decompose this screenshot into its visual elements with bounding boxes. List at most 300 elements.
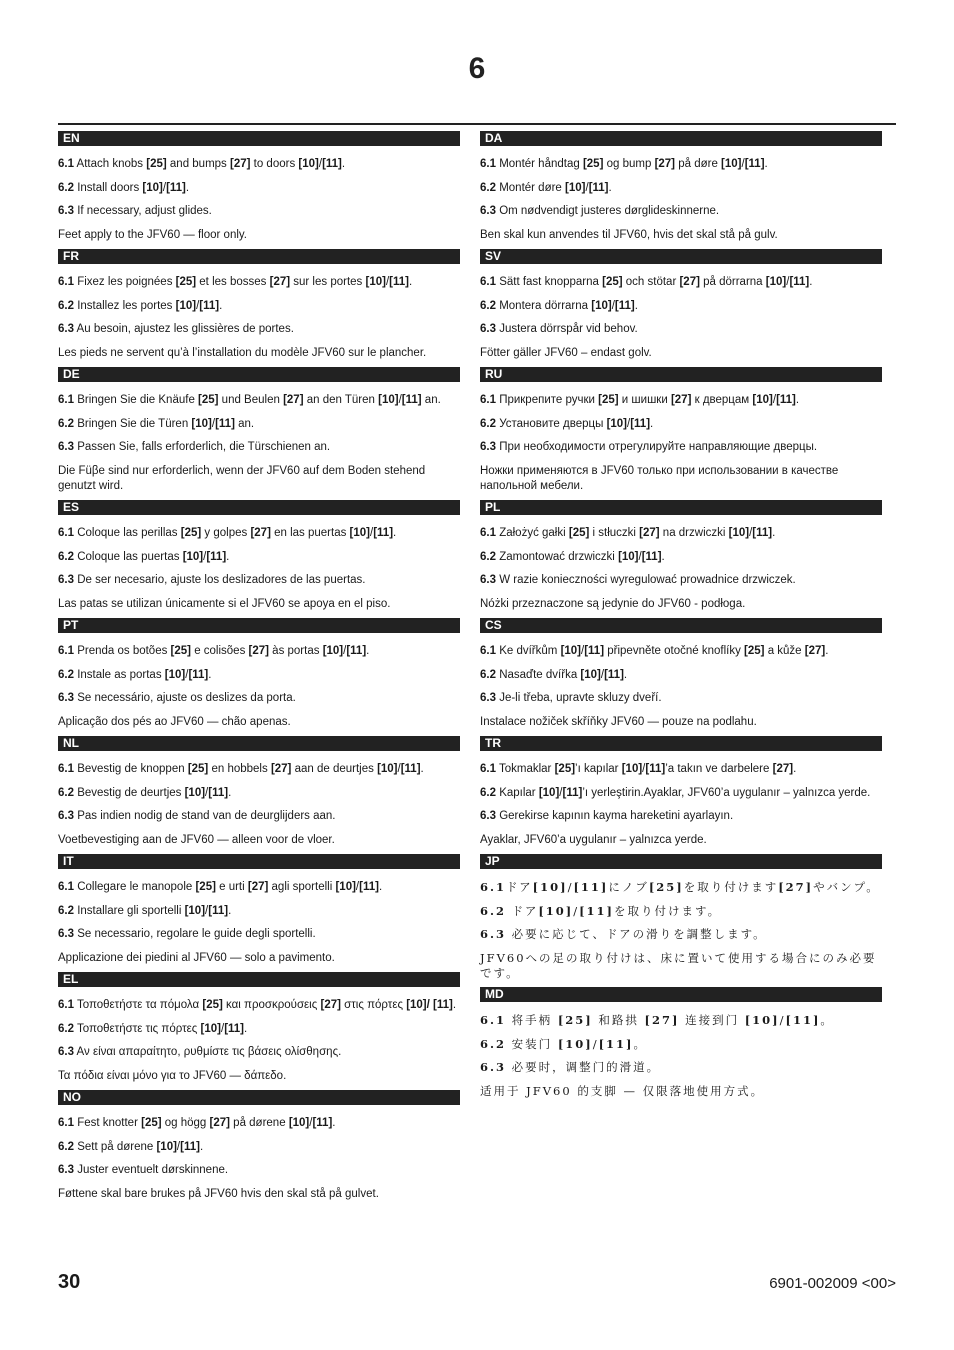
text: Ayaklar, JFV60’a uygulanır – yalnızca yerde. [480, 833, 707, 846]
bold-text: [10] [538, 903, 574, 918]
bold-text: 6.2 [480, 786, 496, 799]
instruction-step [58, 644, 460, 659]
language-header: DA [480, 131, 882, 146]
bold-text: [25] [568, 527, 590, 539]
instruction-step [58, 526, 460, 541]
language-section-jp [480, 854, 882, 981]
text: Je-li třeba, upravte skluzy dveří. [496, 692, 662, 704]
instruction-step [480, 550, 882, 565]
instruction-note [480, 1084, 882, 1099]
bold-text: [10] [298, 158, 319, 170]
bold-text: [27] [679, 276, 700, 288]
instruction-note [58, 951, 460, 966]
instruction-step [58, 573, 460, 588]
text: 。 [820, 1013, 834, 1027]
bold-text: 6.1 [480, 158, 496, 170]
text: 必要に応じて、ドアの滑りを調整します。 [506, 927, 767, 941]
text: / [355, 881, 360, 893]
text: Прикрепите ручки [496, 394, 599, 406]
instruction-step [480, 762, 882, 777]
text: . [366, 645, 370, 657]
bold-text: [10] [728, 527, 750, 539]
instruction-note [58, 597, 460, 612]
bold-text: 6.2 [58, 668, 74, 681]
instruction-step [58, 299, 460, 314]
language-section-cs [480, 618, 882, 730]
bold-text: 6.2 [58, 417, 74, 430]
text: . [199, 1140, 204, 1153]
bold-text: [11] [752, 527, 773, 539]
language-header: SV [480, 249, 882, 264]
text: Nasaďte dvířka [496, 668, 581, 681]
language-section-it [58, 854, 460, 966]
text: / [611, 299, 615, 312]
text: Les pieds ne servent qu’à l’installation du modèle JFV60 sur le plancher. [58, 346, 427, 359]
bold-text: [10]/ [406, 999, 430, 1011]
bold-text: 6.3 [480, 810, 496, 822]
bold-text: [10] [378, 394, 399, 406]
language-section-tr [480, 736, 882, 848]
text: / [581, 645, 585, 657]
bold-text: [27] [230, 158, 251, 170]
bold-text: 6.2 [58, 181, 74, 194]
instruction-step [58, 157, 460, 172]
text: ドア [506, 880, 533, 894]
bold-text: 6.2 [480, 668, 496, 681]
instruction-step [58, 322, 460, 337]
text: Justera dörrspår vid behov. [496, 323, 638, 335]
text: Ben skal kun anvendes til JFV60, hvis det skal stå på gulv. [480, 228, 778, 241]
instruction-step [58, 1045, 460, 1060]
instruction-step [480, 393, 882, 408]
text: Τα πόδια είναι μόνο για το JFV60 — δάπεδο. [58, 1069, 287, 1082]
instruction-step [480, 786, 882, 801]
instruction-step [58, 762, 460, 777]
left-column [58, 131, 460, 1208]
language-header: JP [480, 854, 882, 869]
bold-text: 6.3 [58, 1164, 74, 1176]
text: en hobbels [208, 763, 271, 775]
instruction-step [58, 550, 460, 565]
text: やバンプ。 [813, 880, 880, 894]
document-code: 6901-002009 <00> [769, 1275, 896, 1292]
bold-text: [11] [789, 276, 810, 288]
language-section-pl [480, 500, 882, 612]
text: . [378, 881, 383, 893]
text: . [420, 763, 424, 775]
text: . [332, 1117, 336, 1129]
text: Τοποθετήστε τις πόρτες [74, 1022, 201, 1035]
text: Pas indien nodig de stand van de deurglijders aan. [74, 810, 336, 822]
bold-text: [25] [648, 880, 684, 894]
language-section-da [480, 131, 882, 243]
language-header: RU [480, 367, 882, 382]
language-header: NO [58, 1090, 460, 1105]
bold-text: [11] [359, 881, 379, 893]
bold-text: 6.1 [480, 645, 496, 657]
language-section-pt [58, 618, 460, 730]
text: / [205, 904, 209, 917]
bold-text: 6.1 [58, 1117, 74, 1129]
instruction-note [58, 346, 460, 361]
text: . [809, 276, 813, 288]
text: 。 [633, 1036, 647, 1051]
text: Aplicação dos pés ao JFV60 — chão apenas. [58, 715, 291, 728]
text: Applicazione dei piedini al JFV60 — solo a pavimento. [58, 951, 335, 964]
bold-text: [27] [270, 763, 292, 775]
text: to doors [250, 158, 299, 170]
bold-text: [11] [579, 903, 614, 918]
text: / [786, 276, 790, 288]
text: к дверцам [691, 394, 753, 406]
language-header: ES [58, 500, 460, 515]
text: Juster eventuelt dørskinnene. [74, 1164, 229, 1176]
bold-text: [10] [621, 763, 643, 775]
text: sur les portes [290, 276, 366, 288]
bold-text: 6.3 [58, 574, 74, 586]
bold-text: [10] [538, 786, 560, 799]
text: / [185, 668, 189, 681]
bold-text: [27] [644, 1013, 680, 1027]
text: / [559, 786, 563, 799]
text: / [398, 394, 402, 406]
text: / [779, 1013, 786, 1027]
bold-text: 6.1 [58, 645, 74, 657]
text: Se necessario, regolare le guide degli sportelli. [74, 928, 316, 940]
text: Tokmaklar [496, 763, 555, 775]
text: på dørene [229, 1117, 289, 1129]
text: / [749, 527, 753, 539]
instruction-step [480, 526, 882, 541]
instruction-note [58, 228, 460, 243]
text: Montér håndtag [496, 158, 583, 170]
bold-text: [10] [156, 1140, 177, 1153]
text: При необходимости отрегулируйте направляющие дверцы. [496, 441, 818, 453]
bold-text: 6.2 [480, 550, 496, 563]
text: / [772, 394, 777, 406]
instruction-step [480, 275, 882, 290]
language-section-en [58, 131, 460, 243]
text: Zamontować drzwiczki [496, 550, 619, 563]
text: . [208, 668, 212, 681]
text: / [343, 645, 347, 657]
bold-text: [10] [744, 1013, 780, 1027]
bold-text: [25] [602, 276, 623, 288]
text: . [219, 299, 223, 312]
text: Coloque las puertas [74, 550, 183, 563]
bold-text: [11] [604, 668, 624, 681]
text: If necessary, adjust glides. [74, 205, 212, 217]
bold-text: [25] [141, 1117, 162, 1129]
language-header: FR [58, 249, 460, 264]
bold-text: [25] [170, 645, 191, 657]
bold-text: [11] [584, 645, 605, 657]
bold-text: 6.2 [480, 181, 496, 194]
step-number: 6 [468, 52, 486, 85]
text: připevněte otočné knoflíky [604, 645, 745, 657]
bold-text: 6.3 [480, 441, 496, 453]
text: . [825, 645, 829, 657]
text: . [795, 394, 800, 406]
bold-text: [27] [250, 527, 271, 539]
text: / [370, 527, 374, 539]
bold-text: 6.1 [58, 763, 74, 775]
bold-text: [10] [752, 394, 773, 406]
bold-text: [10] [532, 880, 568, 894]
instruction-step [58, 417, 460, 432]
bold-text: 6.3 [58, 205, 74, 217]
bold-text: [11] [776, 394, 796, 406]
bold-text: 6.2 [58, 1140, 74, 1153]
text: 连接到门 [679, 1013, 745, 1027]
bold-text: [11] [312, 1117, 333, 1129]
text: Collegare le manopole [74, 881, 196, 893]
bold-text: 6.1 [58, 881, 74, 893]
text: i stłuczki [589, 527, 640, 539]
bold-text: [11] [641, 550, 662, 563]
bold-text: [11] [389, 276, 409, 288]
text: Om nødvendigt justeres dørglideskinnerne. [496, 205, 720, 217]
instruction-step [480, 440, 882, 455]
bold-text: [11] [346, 645, 367, 657]
language-header: MD [480, 987, 882, 1002]
instruction-step [58, 1163, 460, 1178]
bold-text: [25] [187, 763, 209, 775]
text: ’a takın ve darbelere [665, 763, 773, 775]
bold-text: 6.3 [58, 692, 74, 704]
bold-text: [11] [588, 181, 609, 194]
instruction-note [58, 833, 460, 848]
instruction-note [480, 228, 882, 243]
text: を取り付けます [683, 880, 779, 894]
language-section-el [58, 972, 460, 1084]
text: . [608, 181, 612, 194]
text: agli sportelli [268, 881, 336, 893]
instruction-step [480, 880, 882, 895]
text: / [397, 763, 401, 775]
language-header: EN [58, 131, 460, 146]
instruction-step [480, 157, 882, 172]
bold-text: 6.3 [480, 1060, 507, 1074]
instruction-step [58, 1116, 460, 1131]
bold-text: 6.3 [480, 574, 496, 586]
language-header: TR [480, 736, 882, 751]
bold-text: [27] [247, 881, 269, 893]
text: Αν είναι απαραίτητο, ρυθμίστε τις βάσεις ολίσθησης. [74, 1046, 342, 1058]
bold-text: [11] [744, 158, 765, 170]
text: Installare gli sportelli [74, 904, 185, 917]
text: Bringen Sie die Knäufe [74, 394, 199, 406]
text: Se necessário, ajuste os deslizes da porta. [74, 692, 296, 704]
text: и шишки [618, 394, 671, 406]
bold-text: 6.3 [480, 323, 496, 335]
text: Passen Sie, falls erforderlich, die Türschienen an. [74, 441, 331, 453]
bold-text: 6.2 [480, 417, 496, 430]
page-number: 30 [58, 1271, 81, 1293]
language-header: PT [58, 618, 460, 633]
bold-text: [10] [618, 550, 639, 563]
text: を取り付けます。 [613, 903, 722, 918]
text: an. [421, 394, 441, 406]
bold-text: [10] [721, 158, 742, 170]
bold-text: 6.1 [58, 527, 74, 539]
text: Bevestig de deurtjes [74, 786, 185, 799]
text: . [623, 668, 628, 681]
bold-text: [25] [582, 158, 604, 170]
instruction-note [480, 715, 882, 730]
text: 适用于 JFV60 的支脚 — 仅限落地使用方式。 [480, 1083, 765, 1098]
text: Gerekirse kapının kayma hareketini ayarlayın. [496, 810, 734, 822]
bold-text: [10] [184, 786, 206, 799]
text: 和路拱 [592, 1013, 645, 1027]
text: Die Füβe sind nur erforderlich, wenn der JFV60 auf dem Boden stehend genutzt wird. [58, 464, 426, 492]
bold-text: [11] [562, 786, 583, 799]
text: an. [234, 417, 255, 430]
bold-text: 6.2 [58, 299, 74, 312]
bold-text: [27] [248, 645, 269, 657]
bold-text: [10] [557, 1036, 593, 1051]
text: . [341, 158, 346, 170]
instruction-step [480, 322, 882, 337]
bold-text: [25] [198, 394, 219, 406]
bold-text: 6.2 [58, 550, 74, 563]
instruction-note [58, 1069, 460, 1084]
text: / [196, 299, 200, 312]
text: e urti [215, 881, 248, 893]
text: Fixez les poignées [74, 276, 176, 288]
instruction-step [58, 204, 460, 219]
text: ’ı yerleştirin.Ayaklar, JFV60’a uygulanır – yalnızca yerde. [582, 786, 871, 799]
instruction-step [480, 691, 882, 706]
bold-text: 6.1 [58, 999, 74, 1011]
bold-text: [11] [208, 904, 229, 917]
bold-text: 6.1 [480, 763, 496, 775]
bold-text: 6.2 [480, 299, 496, 312]
bold-text: [25] [557, 1013, 593, 1027]
instruction-step [58, 181, 460, 196]
bold-text: [10] [142, 181, 163, 194]
language-section-nl [58, 736, 460, 848]
language-section-no [58, 1090, 460, 1202]
instruction-step [480, 299, 882, 314]
bold-text: 6.3 [58, 810, 74, 822]
text: / [318, 158, 323, 170]
text: / [741, 158, 745, 170]
text: Kapılar [496, 786, 539, 799]
text: . [452, 999, 457, 1011]
text: Instale as portas [74, 668, 165, 681]
text: y golpes [201, 527, 251, 539]
text: . [185, 181, 190, 194]
text: and bumps [166, 158, 230, 170]
text: 必要时，调整门的滑道。 [506, 1060, 661, 1074]
bold-text: [25] [744, 645, 765, 657]
text: Fötter gäller JFV60 – endast golv. [480, 346, 652, 359]
instruction-step [58, 809, 460, 824]
text: / [211, 417, 216, 430]
text: an den Türen [303, 394, 379, 406]
instruction-note [480, 951, 882, 981]
text: Feet apply to the JFV60 — floor only. [58, 228, 247, 241]
text: ドア [506, 903, 539, 918]
bold-text: 6.1 [58, 394, 74, 406]
bold-text: [10] [580, 668, 601, 681]
text: Ножки применяются в JFV60 только при использовании в качестве напольной мебели. [480, 464, 839, 492]
bold-text: [27] [269, 276, 291, 288]
text: . [661, 550, 665, 563]
instruction-step [58, 904, 460, 919]
text: et les bosses [196, 276, 270, 288]
text: e colisões [191, 645, 249, 657]
language-header: DE [58, 367, 460, 382]
bold-text: [27] [804, 645, 826, 657]
bold-text: [10] [288, 1117, 310, 1129]
text: JFV60への足の取り付けは、床に置いて使用する場合にのみ必要です。 [480, 950, 877, 980]
text: / [642, 763, 646, 775]
text: / [385, 276, 390, 288]
text: Τοποθετήστε τα πόμολα [74, 999, 203, 1011]
bold-text: 6.3 [58, 323, 74, 335]
bold-text: 6.1 [480, 394, 496, 406]
text: / [638, 550, 642, 563]
text: und Beulen [218, 394, 284, 406]
text: Sätt fast knopparna [496, 276, 603, 288]
text: Voetbevestiging aan de JFV60 — alleen voor de vloer. [58, 833, 335, 846]
instruction-step [480, 904, 882, 919]
text: . [228, 904, 232, 917]
bold-text: 6.1 [58, 276, 74, 288]
bold-text: [25] [554, 763, 576, 775]
instruction-note [480, 346, 882, 361]
text: Założyć gałki [496, 527, 569, 539]
instruction-step [480, 1060, 882, 1075]
text: Føttene skal bare brukes på JFV60 hvis den skal stå på gulvet. [58, 1187, 379, 1200]
text: Fest knotter [74, 1117, 142, 1129]
text: και προσκρούσεις [222, 999, 321, 1011]
bold-text: [10] [164, 668, 186, 681]
bold-text: 6.3 [480, 927, 507, 941]
text: ’ı kapılar [575, 763, 622, 775]
instruction-step [58, 275, 460, 290]
bold-text: [11] [785, 1013, 821, 1027]
text: . [634, 299, 638, 312]
bold-text: [11] [166, 181, 186, 194]
bold-text: [27] [209, 1117, 230, 1129]
instruction-step [58, 786, 460, 801]
bold-text: [10] [565, 181, 586, 194]
instruction-step [480, 1013, 882, 1028]
text: a kůže [764, 645, 805, 657]
text: Bringen Sie die Türen [74, 417, 192, 430]
bold-text: [27] [283, 394, 304, 406]
bold-text: [11] [401, 394, 422, 406]
text: Las patas se utilizan únicamente si el JFV60 se apoya en el piso. [58, 597, 391, 610]
text: De ser necesario, ajuste los deslizadores de las puertas. [74, 574, 366, 586]
text: og högg [161, 1117, 210, 1129]
instruction-step [480, 668, 882, 683]
bold-text: [10] [349, 527, 370, 539]
text: / [220, 1022, 225, 1035]
instruction-step [480, 573, 882, 588]
text: 将手柄 [506, 1013, 558, 1027]
text: och stötar [622, 276, 680, 288]
bold-text: 6.1 [58, 158, 74, 170]
instruction-step [58, 691, 460, 706]
bold-text: 6.2 [58, 1022, 74, 1035]
text: . [793, 763, 797, 775]
text: にノブ [608, 880, 649, 894]
bold-text: [10] [191, 417, 212, 430]
